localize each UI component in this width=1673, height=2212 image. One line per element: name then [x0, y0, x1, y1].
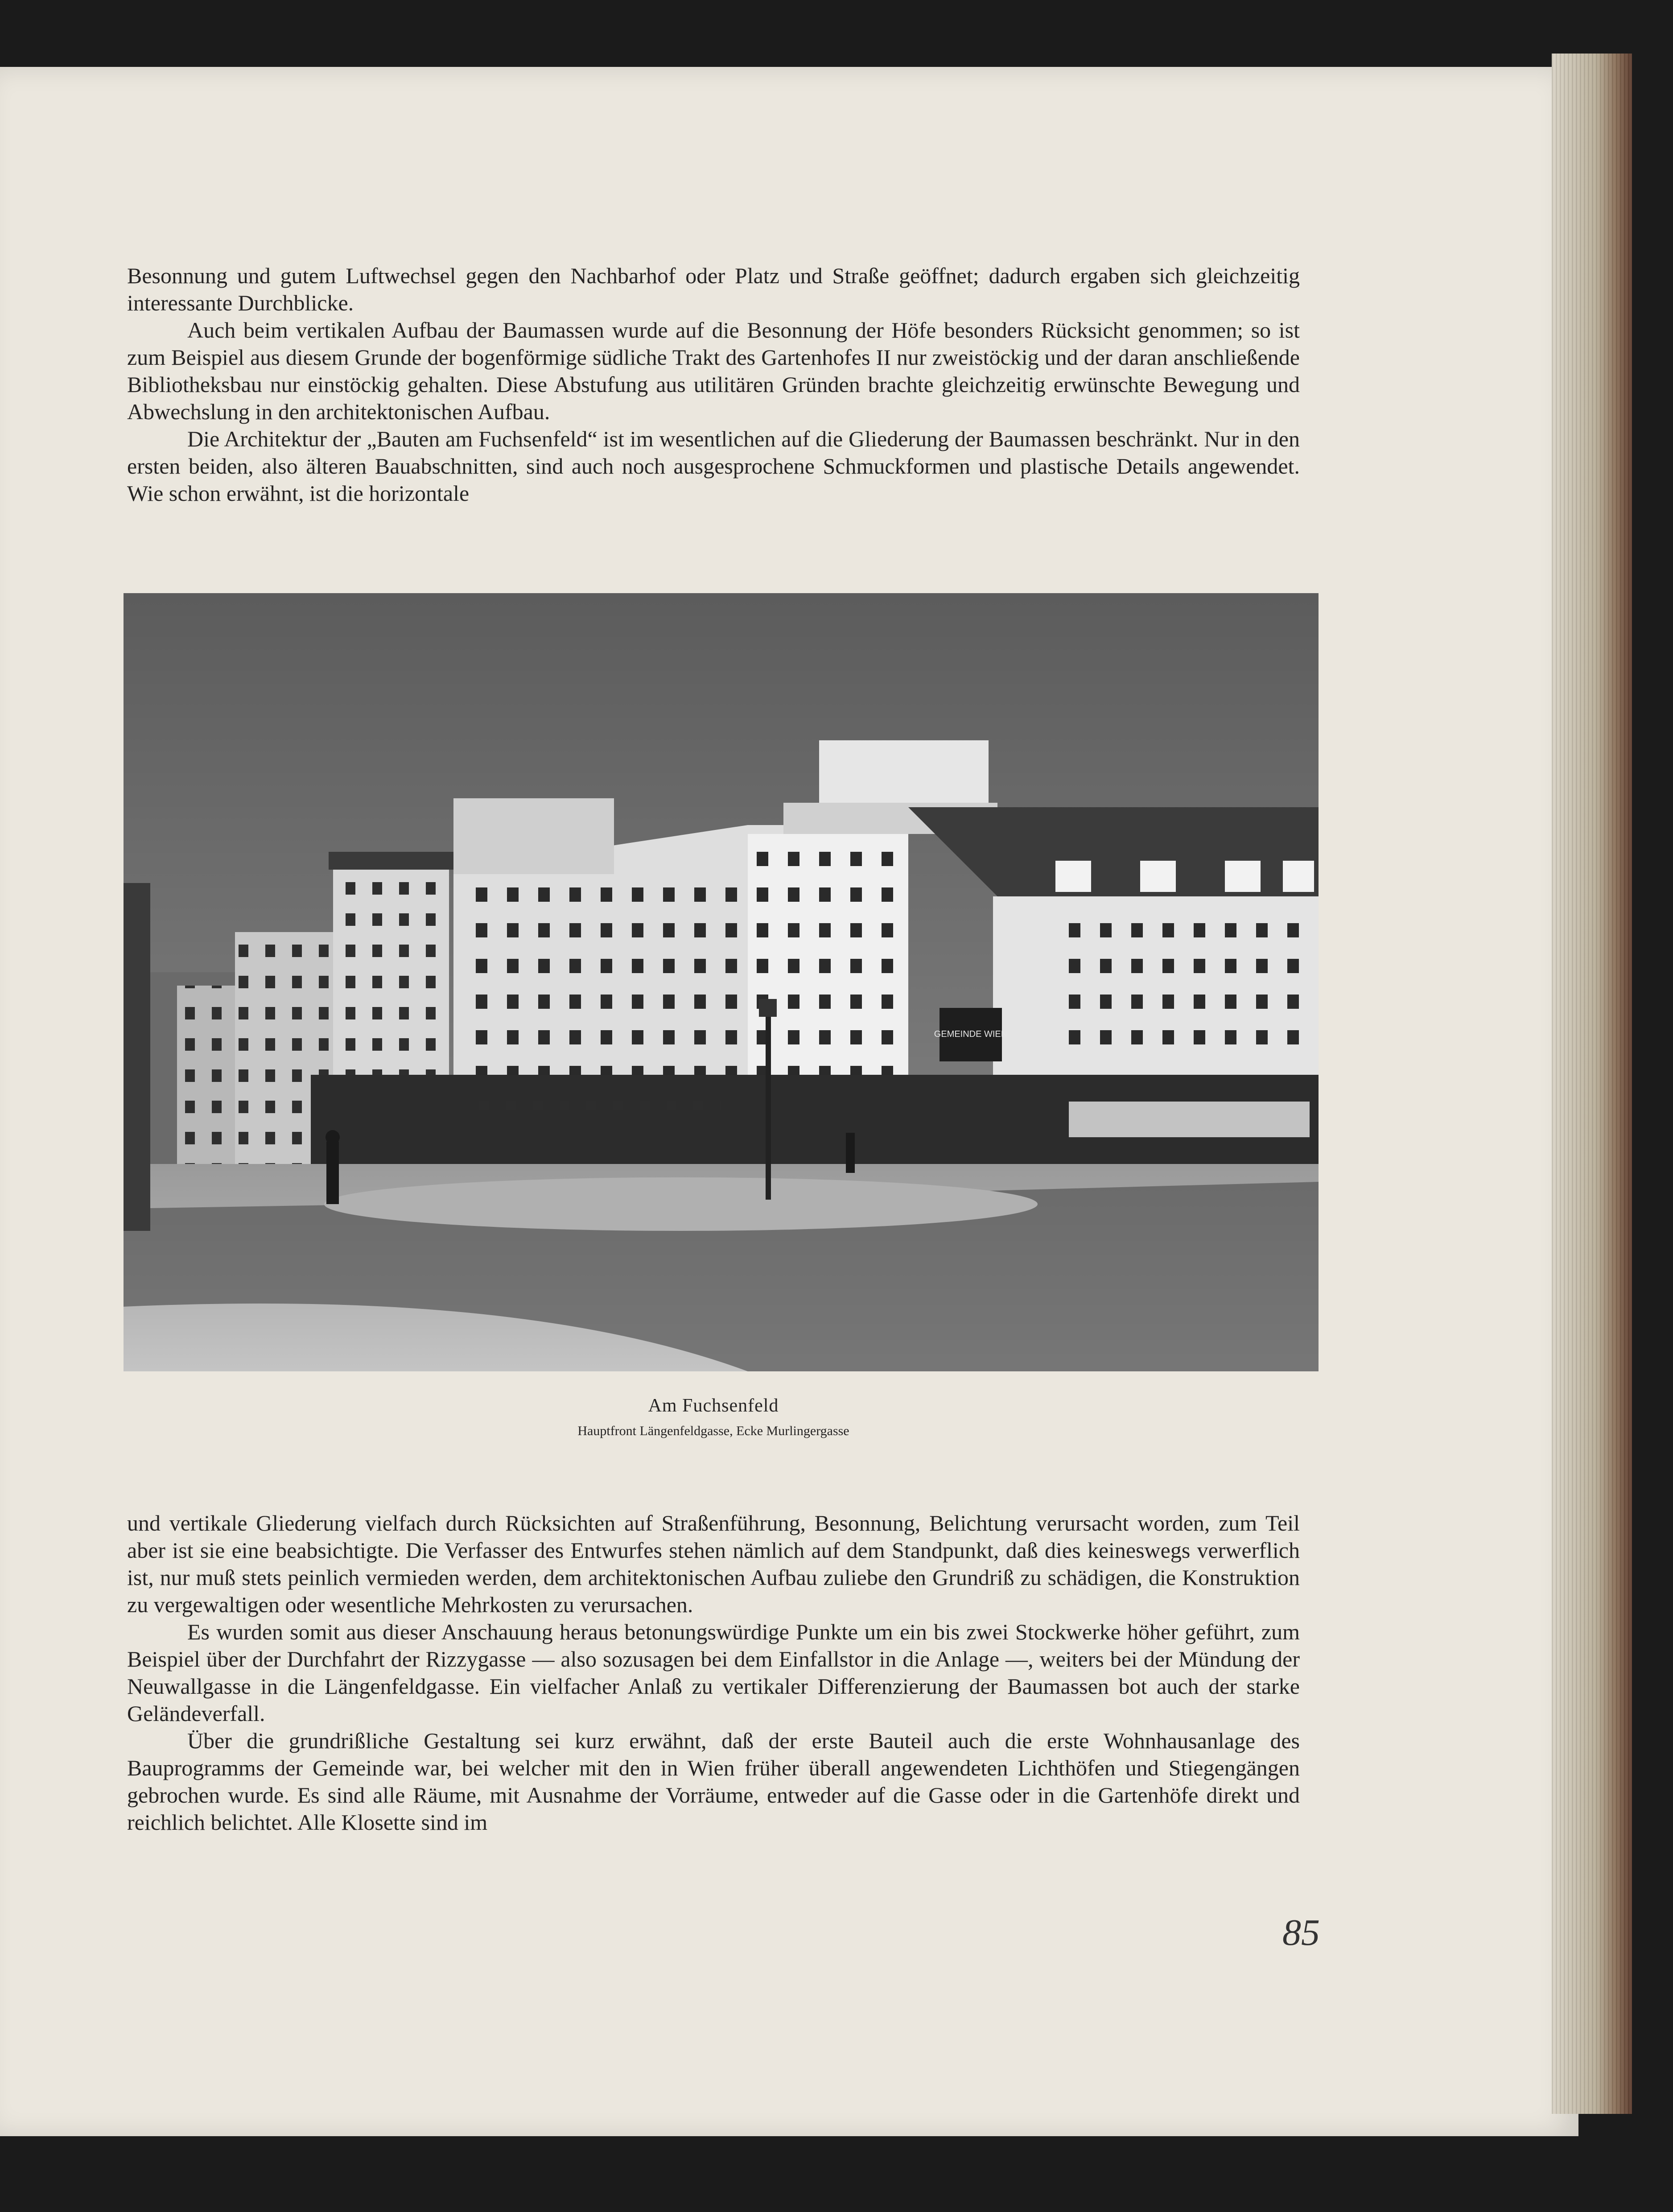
building-photograph	[124, 593, 1319, 1371]
body-text-bottom	[127, 1510, 1300, 1836]
photo-caption-title: Am Fuchsenfeld	[648, 1395, 779, 1416]
page-number: 85	[1282, 1912, 1320, 1953]
photo-caption-subtitle: Hauptfront Längenfeldgasse, Ecke Murlingergasse	[577, 1424, 849, 1438]
page-stack-edge	[1552, 54, 1632, 2114]
body-text-top	[127, 262, 1300, 507]
paragraph: und vertikale Gliederung vielfach durch Rücksichten auf Straßenführung, Besonnung, Belichtung verursacht worden, zum Teil aber ist sie eine beabsichtigte. Die Verfasser des Entwurfes stehen nämlich auf dem Standpunkt, daß dies keineswegs verwerflich ist, nur muß stets peinlich vermieden werden, dem architektonischen Aufbau zuliebe den Grundriß zu schädigen, die Konstruktion zu vergewaltigen oder wesentliche Mehrkosten zu verursachen.	[127, 1510, 1300, 1617]
photo-sign-text: GEMEINDE WIEN	[934, 1029, 1008, 1039]
paragraph: Über die grundrißliche Gestaltung sei kurz erwähnt, daß der erste Bauteil auch die erste Wohnhausanlage des Bauprogramms der Gemeinde war, bei welcher mit den in Wien früher überall angewendeten Lichthöfen und Stiegengängen gebrochen wurde. Es sind alle Räume, mit Ausnahme der Vorräume, entweder auf die Gasse oder in die Gartenhöfe direkt und reichlich belichtet. Alle Klosette sind im	[127, 1728, 1300, 1835]
paragraph: Auch beim vertikalen Aufbau der Baumassen wurde auf die Besonnung der Höfe besonders Rücksicht genommen; so ist zum Beispiel aus diesem Grunde der bogenförmige südliche Trakt des Gartenhofes II nur zweistöckig und der daran anschließende Bibliotheksbau nur einstöckig gehalten. Diese Abstufung aus utilitären Gründen brachte gleichzeitig erwünschte Bewegung und Abwechslung in den architektonischen Aufbau.	[127, 318, 1300, 424]
photograph-illustration	[124, 593, 1319, 1371]
paragraph: Besonnung und gutem Luftwechsel gegen den Nachbarhof oder Platz und Straße geöffnet; dadurch ergaben sich gleichzeitig interessante Durchblicke.	[127, 263, 1300, 315]
paragraph: Die Architektur der „Bauten am Fuchsenfeld“ ist im wesentlichen auf die Gliederung der Baumassen beschränkt. Nur in den ersten beiden, also älteren Bauabschnitten, sind auch noch ausgesprochene Schmuckformen und plastische Details angewendet. Wie schon erwähnt, ist die horizontale	[127, 426, 1300, 506]
paragraph: Es wurden somit aus dieser Anschauung heraus betonungswürdige Punkte um ein bis zwei Stockwerke höher geführt, zum Beispiel über der Durchfahrt der Rizzygasse — also sozusagen bei dem Einfallstor in die Anlage —, weiters bei der Mündung der Neuwallgasse in die Längenfeldgasse. Ein vielfacher Anlaß zu vertikaler Differenzierung der Baumassen bot auch der starke Geländeverfall.	[127, 1619, 1300, 1726]
